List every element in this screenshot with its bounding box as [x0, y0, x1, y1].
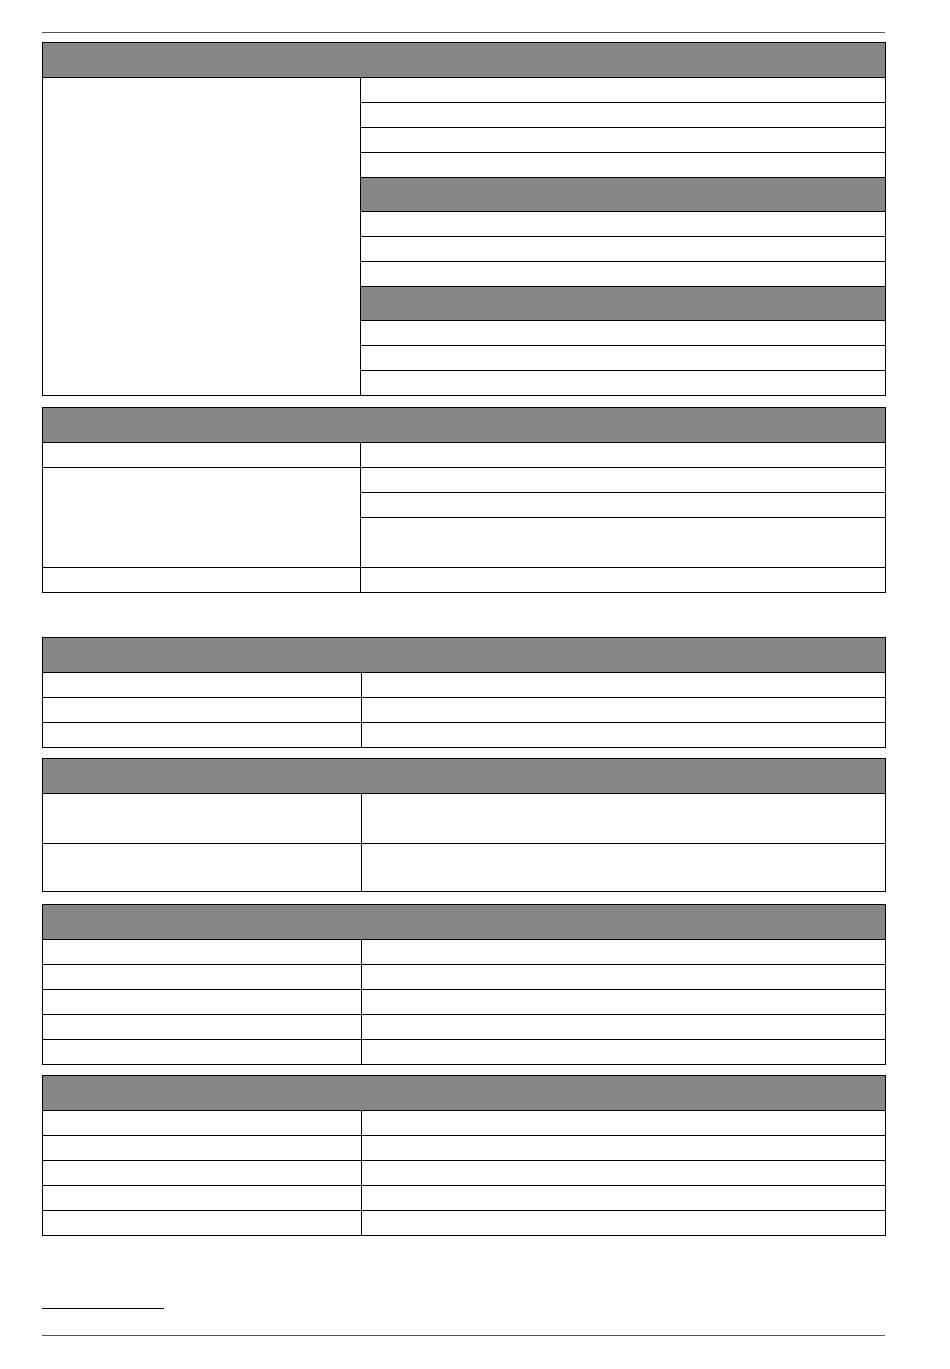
- table-row: [43, 723, 886, 748]
- table-label-cell: [43, 468, 361, 568]
- table-header-row: [43, 1076, 886, 1111]
- table-label-cell: [43, 673, 362, 698]
- table-value-cell: [362, 1015, 886, 1040]
- table-row: [43, 443, 886, 468]
- table-label-cell: [43, 990, 362, 1015]
- spec-table-1: [42, 42, 886, 396]
- table-value-cell: [362, 1211, 886, 1236]
- table-header-row: [43, 408, 886, 443]
- table-label-cell: [43, 794, 362, 844]
- table-label-cell: [43, 78, 361, 396]
- table-row: [43, 1211, 886, 1236]
- table-label-cell: [43, 698, 362, 723]
- table-row: [43, 1015, 886, 1040]
- table-header: [43, 905, 886, 940]
- table-row: [43, 990, 886, 1015]
- table-value-cell: [362, 673, 886, 698]
- table-row: [43, 1111, 886, 1136]
- footnote-rule: [42, 1308, 164, 1309]
- table-row: [43, 794, 886, 844]
- table-header: [43, 408, 886, 443]
- table-value-cell: [361, 153, 886, 178]
- table-subheader: [361, 287, 886, 321]
- table-value-cell: [362, 698, 886, 723]
- table-row: [43, 1161, 886, 1186]
- table-value-cell: [361, 468, 886, 493]
- table-value-cell: [361, 128, 886, 153]
- table-value-cell: [361, 518, 886, 568]
- table-value-cell: [361, 262, 886, 287]
- table-value-cell: [362, 1161, 886, 1186]
- table-row: [43, 1186, 886, 1211]
- table-header-row: [43, 43, 886, 78]
- spec-table-3: [42, 637, 886, 748]
- table-label-cell: [43, 568, 361, 593]
- table-value-cell: [361, 568, 886, 593]
- table-value-cell: [362, 844, 886, 892]
- table-label-cell: [43, 940, 362, 965]
- table-row: [43, 78, 886, 103]
- table-label-cell: [43, 1136, 362, 1161]
- table-row: [43, 940, 886, 965]
- table-header: [43, 638, 886, 673]
- table-header-row: [43, 905, 886, 940]
- table-row: [43, 965, 886, 990]
- table-header: [43, 1076, 886, 1111]
- spec-table-4: [42, 758, 886, 892]
- table-value-cell: [362, 1040, 886, 1065]
- table-label-cell: [43, 1161, 362, 1186]
- table-row: [43, 568, 886, 593]
- table-label-cell: [43, 844, 362, 892]
- table-row: [43, 468, 886, 493]
- table-value-cell: [362, 1186, 886, 1211]
- table-value-cell: [361, 103, 886, 128]
- table-value-cell: [362, 990, 886, 1015]
- table-row: [43, 1040, 886, 1065]
- table-value-cell: [362, 965, 886, 990]
- table-value-cell: [361, 443, 886, 468]
- table-label-cell: [43, 723, 362, 748]
- table-label-cell: [43, 1211, 362, 1236]
- table-subheader: [361, 178, 886, 212]
- table-header: [43, 43, 886, 78]
- table-header: [43, 759, 886, 794]
- spec-table-2: [42, 407, 886, 593]
- table-row: [43, 698, 886, 723]
- table-row: [43, 1136, 886, 1161]
- table-label-cell: [43, 1015, 362, 1040]
- table-value-cell: [361, 321, 886, 346]
- table-value-cell: [361, 237, 886, 262]
- table-value-cell: [362, 794, 886, 844]
- table-label-cell: [43, 1186, 362, 1211]
- table-value-cell: [361, 493, 886, 518]
- table-header-row: [43, 759, 886, 794]
- table-header-row: [43, 638, 886, 673]
- table-label-cell: [43, 443, 361, 468]
- table-row: [43, 844, 886, 892]
- page-bottom-rule: [42, 1335, 885, 1336]
- table-value-cell: [361, 371, 886, 396]
- spec-table-5: [42, 904, 886, 1065]
- page-top-rule: [42, 32, 885, 33]
- table-value-cell: [361, 346, 886, 371]
- table-value-cell: [362, 1111, 886, 1136]
- spec-table-6: [42, 1075, 886, 1236]
- table-value-cell: [361, 78, 886, 103]
- table-row: [43, 673, 886, 698]
- table-value-cell: [362, 723, 886, 748]
- table-value-cell: [362, 1136, 886, 1161]
- table-label-cell: [43, 965, 362, 990]
- table-value-cell: [361, 212, 886, 237]
- table-value-cell: [362, 940, 886, 965]
- table-label-cell: [43, 1111, 362, 1136]
- table-label-cell: [43, 1040, 362, 1065]
